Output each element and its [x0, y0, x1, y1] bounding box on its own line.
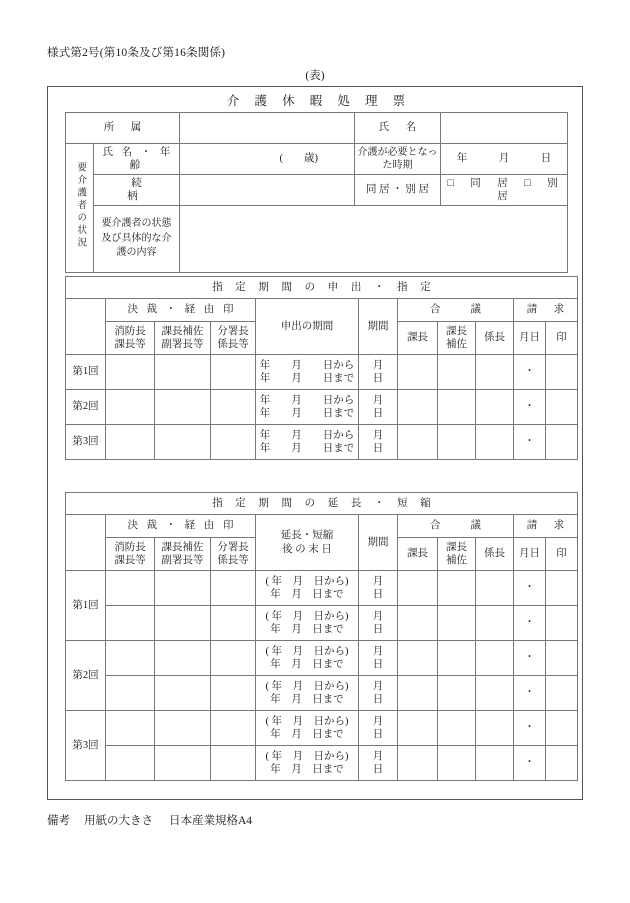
- consult-cell-1-3[interactable]: [476, 355, 514, 390]
- form-outer-frame: [47, 86, 583, 800]
- ext-decision-cell-1a-2[interactable]: [155, 571, 211, 606]
- consult-cell-1-2[interactable]: [438, 355, 476, 390]
- relationship-field[interactable]: [180, 175, 355, 206]
- extension-table: [65, 492, 578, 781]
- ext-claim-seal-cell-2b[interactable]: [546, 676, 578, 711]
- ext-duration-cell-2b[interactable]: 月 日: [359, 676, 398, 711]
- name-field[interactable]: [441, 113, 568, 144]
- decision-group-header: 決 裁 ・ 経 由 印: [106, 299, 256, 322]
- ext-consult-col-2-header: 課長 補佐: [438, 538, 476, 571]
- ext-consult-cell-3b-1[interactable]: [398, 746, 438, 781]
- decision-cell-1-2[interactable]: [155, 355, 211, 390]
- ext-claim-date-cell-3b[interactable]: ・: [514, 746, 546, 781]
- ext-decision-cell-3b-3[interactable]: [211, 746, 256, 781]
- consult-col-3-header: 係長: [476, 322, 514, 355]
- ext-consult-cell-2b-1[interactable]: [398, 676, 438, 711]
- residence-label: 同 居 ・ 別 居: [355, 175, 441, 206]
- ext-duration-cell-3b[interactable]: 月 日: [359, 746, 398, 781]
- ext-period-col-header: 延長・短縮 後 の 末 日: [256, 515, 359, 571]
- ext-consult-cell-3a-3[interactable]: [476, 711, 514, 746]
- decision-cell-1-1[interactable]: [106, 355, 155, 390]
- ext-consult-group-header: 合 議: [398, 515, 514, 538]
- ext-decision-cell-1b-3[interactable]: [211, 606, 256, 641]
- ext-claim-seal-cell-1a[interactable]: [546, 571, 578, 606]
- period-cell-3[interactable]: 年 月 日から 年 月 日まで: [256, 425, 359, 460]
- ext-decision-cell-2a-1[interactable]: [106, 641, 155, 676]
- period-cell-2[interactable]: 年 月 日から 年 月 日まで: [256, 390, 359, 425]
- decision-cell-2-1[interactable]: [106, 390, 155, 425]
- table-row: [66, 425, 578, 460]
- claim-seal-cell-1[interactable]: [546, 355, 578, 390]
- ext-decision-cell-2b-3[interactable]: [211, 676, 256, 711]
- ext-claim-group-header: 請 求: [514, 515, 578, 538]
- care-name-age-field[interactable]: ( 歳): [180, 144, 355, 175]
- ext-decision-col-1-header: 消防長 課長等: [106, 538, 155, 571]
- ext-consult-cell-3a-1[interactable]: [398, 711, 438, 746]
- ext-period-cell-3a[interactable]: ( 年 月 日から) 年 月 日まで: [256, 711, 359, 746]
- ext-claim-date-cell-1a[interactable]: ・: [514, 571, 546, 606]
- residence-checkbox-group[interactable]: □ 同 居 □ 別 居: [441, 175, 568, 206]
- care-condition-field[interactable]: [180, 206, 568, 273]
- ext-claim-date-cell-2b[interactable]: ・: [514, 676, 546, 711]
- application-table: [65, 276, 578, 460]
- round-label-2: 第2回: [66, 390, 106, 425]
- decision-cell-3-1[interactable]: [106, 425, 155, 460]
- table-row: [66, 493, 578, 515]
- claim-date-cell-3[interactable]: ・: [514, 425, 546, 460]
- table-row: [66, 355, 578, 390]
- footer-note: [47, 812, 252, 828]
- consult-cell-1-1[interactable]: [398, 355, 438, 390]
- table-row: [66, 641, 578, 676]
- period-col-header: 申出の期間: [256, 299, 359, 355]
- table-row: [66, 144, 568, 175]
- footer-note-text-1: 用紙の大きさ: [84, 815, 153, 827]
- table-row: [66, 571, 578, 606]
- ext-claim-seal-cell-2a[interactable]: [546, 641, 578, 676]
- ext-period-cell-2b[interactable]: ( 年 月 日から) 年 月 日まで: [256, 676, 359, 711]
- extension-table-title: 指 定 期 間 の 延 長 ・ 短 縮: [66, 493, 578, 515]
- ext-duration-cell-3a[interactable]: 月 日: [359, 711, 398, 746]
- duration-col-header: 期間: [359, 299, 398, 355]
- ext-decision-group-header: 決 裁 ・ 経 由 印: [106, 515, 256, 538]
- ext-consult-col-3-header: 係長: [476, 538, 514, 571]
- table-row: [66, 175, 568, 206]
- table-row: [66, 299, 578, 322]
- ext-decision-cell-2b-2[interactable]: [155, 676, 211, 711]
- ext-claim-seal-cell-3b[interactable]: [546, 746, 578, 781]
- ext-period-cell-3b[interactable]: ( 年 月 日から) 年 月 日まで: [256, 746, 359, 781]
- ext-duration-cell-1b[interactable]: 月 日: [359, 606, 398, 641]
- ext-decision-cell-1b-2[interactable]: [155, 606, 211, 641]
- ext-duration-cell-1a[interactable]: 月 日: [359, 571, 398, 606]
- relationship-label: 続 柄: [94, 175, 180, 206]
- ext-round-label-3: 第3回: [66, 711, 106, 781]
- form-number: 様式第2号(第10条及び第16条関係): [47, 47, 226, 59]
- footer-note-label: 備考: [47, 815, 70, 827]
- name-label: 氏 名: [355, 113, 441, 144]
- ext-consult-cell-1a-2[interactable]: [438, 571, 476, 606]
- ext-decision-cell-3b-1[interactable]: [106, 746, 155, 781]
- table-row: [66, 277, 578, 299]
- ext-consult-cell-1b-3[interactable]: [476, 606, 514, 641]
- ext-decision-cell-2b-1[interactable]: [106, 676, 155, 711]
- ext-duration-cell-2a[interactable]: 月 日: [359, 641, 398, 676]
- side-mark: (表): [305, 70, 325, 82]
- ext-decision-cell-3b-2[interactable]: [155, 746, 211, 781]
- ext-period-cell-1b[interactable]: ( 年 月 日から) 年 月 日まで: [256, 606, 359, 641]
- decision-cell-1-3[interactable]: [211, 355, 256, 390]
- ext-claim-seal-cell-3a[interactable]: [546, 711, 578, 746]
- consult-group-header: 合 議: [398, 299, 514, 322]
- ext-claim-seal-cell-1b[interactable]: [546, 606, 578, 641]
- consult-cell-3-1[interactable]: [398, 425, 438, 460]
- ext-decision-cell-1b-1[interactable]: [106, 606, 155, 641]
- table-row: [66, 746, 578, 781]
- footer-note-text-2: 日本産業規格A4: [169, 815, 253, 827]
- ext-claim-date-cell-3a[interactable]: ・: [514, 711, 546, 746]
- period-cell-1[interactable]: 年 月 日から 年 月 日まで: [256, 355, 359, 390]
- claim-date-cell-1[interactable]: ・: [514, 355, 546, 390]
- ext-consult-cell-3b-2[interactable]: [438, 746, 476, 781]
- ext-round-col-header: [66, 515, 106, 571]
- care-name-age-label: 氏 名 ・ 年 齢: [94, 144, 180, 175]
- ext-claim-date-cell-1b[interactable]: ・: [514, 606, 546, 641]
- table-row: [66, 515, 578, 538]
- ext-decision-cell-3a-3[interactable]: [211, 711, 256, 746]
- consult-cell-2-2[interactable]: [438, 390, 476, 425]
- ext-decision-cell-2a-3[interactable]: [211, 641, 256, 676]
- ext-consult-cell-2b-2[interactable]: [438, 676, 476, 711]
- round-col-header: [66, 299, 106, 355]
- ext-consult-cell-2b-3[interactable]: [476, 676, 514, 711]
- ext-decision-col-3-header: 分署長 係長等: [211, 538, 256, 571]
- decision-col-3-header: 分署長 係長等: [211, 322, 256, 355]
- affiliation-field[interactable]: [180, 113, 355, 144]
- ext-consult-cell-1a-1[interactable]: [398, 571, 438, 606]
- consult-cell-3-3[interactable]: [476, 425, 514, 460]
- consult-col-2-header: 課長 補佐: [438, 322, 476, 355]
- ext-claim-date-header: 月日: [514, 538, 546, 571]
- care-start-field[interactable]: 年 月 日: [441, 144, 568, 175]
- duration-cell-3[interactable]: 月 日: [359, 425, 398, 460]
- application-table-title: 指 定 期 間 の 申 出 ・ 指 定: [66, 277, 578, 299]
- ext-period-cell-2a[interactable]: ( 年 月 日から) 年 月 日まで: [256, 641, 359, 676]
- ext-consult-cell-3b-3[interactable]: [476, 746, 514, 781]
- ext-consult-cell-1b-1[interactable]: [398, 606, 438, 641]
- identity-table: [65, 112, 575, 273]
- round-label-1: 第1回: [66, 355, 106, 390]
- decision-col-1-header: 消防長 課長等: [106, 322, 155, 355]
- decision-cell-3-2[interactable]: [155, 425, 211, 460]
- ext-decision-cell-3a-2[interactable]: [155, 711, 211, 746]
- ext-consult-col-1-header: 課長: [398, 538, 438, 571]
- table-row: [66, 206, 568, 273]
- ext-consult-cell-2a-3[interactable]: [476, 641, 514, 676]
- consult-cell-2-1[interactable]: [398, 390, 438, 425]
- affiliation-label: 所 属: [66, 113, 180, 144]
- ext-decision-col-2-header: 課長補佐 副署長等: [155, 538, 211, 571]
- ext-claim-seal-header: 印: [546, 538, 578, 571]
- consult-col-1-header: 課長: [398, 322, 438, 355]
- claim-date-header: 月日: [514, 322, 546, 355]
- ext-consult-cell-3a-2[interactable]: [438, 711, 476, 746]
- ext-decision-cell-1a-1[interactable]: [106, 571, 155, 606]
- claim-group-header: 請 求: [514, 299, 578, 322]
- ext-decision-cell-3a-1[interactable]: [106, 711, 155, 746]
- claim-seal-cell-3[interactable]: [546, 425, 578, 460]
- ext-round-label-2: 第2回: [66, 641, 106, 711]
- ext-claim-date-cell-2a[interactable]: ・: [514, 641, 546, 676]
- table-row: [66, 676, 578, 711]
- ext-decision-cell-1a-3[interactable]: [211, 571, 256, 606]
- ext-duration-col-header: 期間: [359, 515, 398, 571]
- table-row: [66, 606, 578, 641]
- table-row: [66, 711, 578, 746]
- ext-consult-cell-2a-2[interactable]: [438, 641, 476, 676]
- ext-consult-cell-1b-2[interactable]: [438, 606, 476, 641]
- decision-col-2-header: 課長補佐 副署長等: [155, 322, 211, 355]
- consult-cell-3-2[interactable]: [438, 425, 476, 460]
- duration-cell-2[interactable]: 月 日: [359, 390, 398, 425]
- duration-cell-1[interactable]: 月 日: [359, 355, 398, 390]
- care-condition-label: 要介護者の状態及び具体的な介護の内容: [94, 206, 180, 273]
- ext-consult-cell-1a-3[interactable]: [476, 571, 514, 606]
- ext-consult-cell-2a-1[interactable]: [398, 641, 438, 676]
- ext-decision-cell-2a-2[interactable]: [155, 641, 211, 676]
- claim-seal-header: 印: [546, 322, 578, 355]
- ext-period-cell-1a[interactable]: ( 年 月 日から) 年 月 日まで: [256, 571, 359, 606]
- round-label-3: 第3回: [66, 425, 106, 460]
- decision-cell-2-2[interactable]: [155, 390, 211, 425]
- decision-cell-3-3[interactable]: [211, 425, 256, 460]
- consult-cell-2-3[interactable]: [476, 390, 514, 425]
- care-start-label: 介護が必要となった時期: [355, 144, 441, 175]
- claim-seal-cell-2[interactable]: [546, 390, 578, 425]
- table-row: [66, 113, 568, 144]
- care-person-block-label: 要介護者の状況: [66, 144, 94, 273]
- ext-round-label-1: 第1回: [66, 571, 106, 641]
- table-row: [66, 390, 578, 425]
- page-title: 介 護 休 暇 処 理 票: [226, 94, 412, 108]
- claim-date-cell-2[interactable]: ・: [514, 390, 546, 425]
- decision-cell-2-3[interactable]: [211, 390, 256, 425]
